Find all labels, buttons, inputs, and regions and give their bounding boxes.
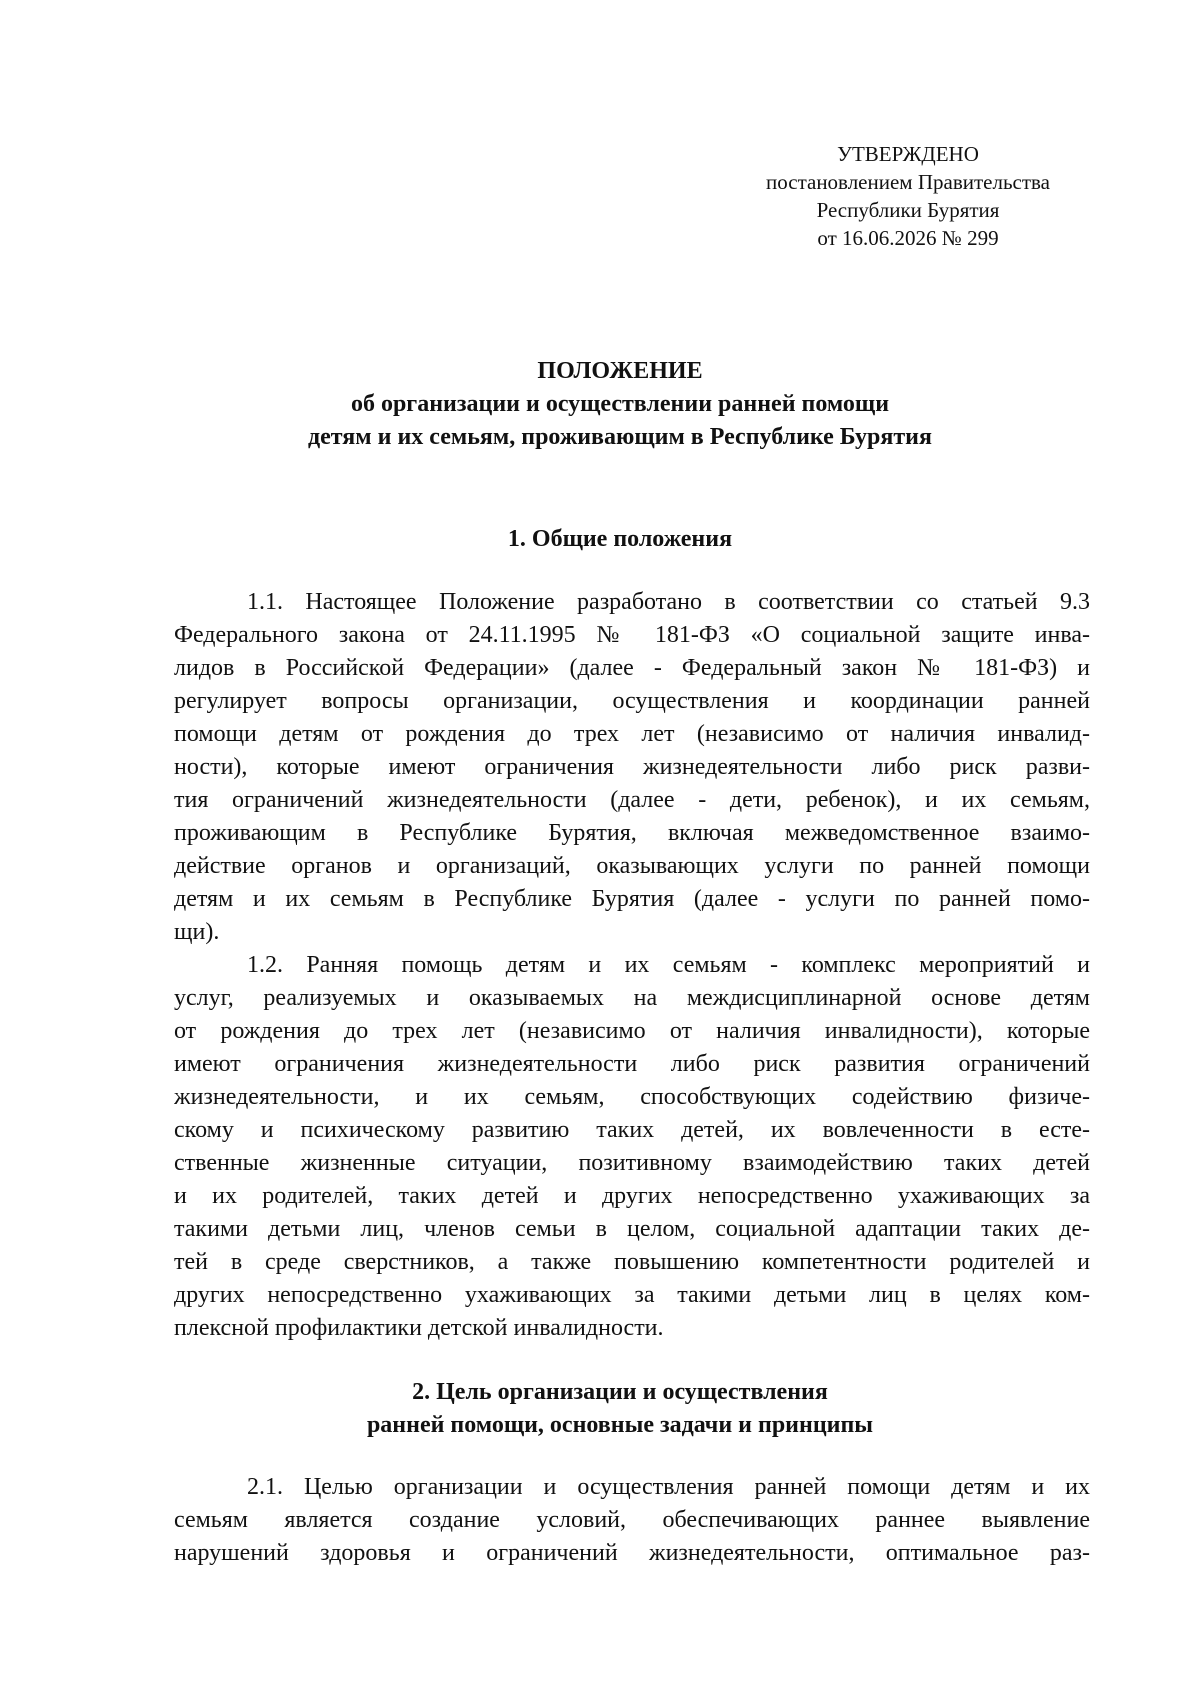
paragraph-2-1 (174, 1471, 1090, 1570)
text-line: других непосредственно ухаживающих за такими детьми лиц в целях ком- (174, 1282, 1090, 1308)
text-line: семьям является создание условий, обеспечивающих раннее выявление (174, 1507, 1090, 1533)
text-line: 1.2. Ранняя помощь детям и их семьям - комплекс мероприятий и (247, 952, 1090, 978)
text-line: действие органов и организаций, оказывающих услуги по ранней помощи (174, 853, 1090, 879)
text-line: проживающим в Республике Бурятия, включая межведомственное взаимо- (174, 820, 1090, 846)
text-line: жизнедеятельности, и их семьям, способствующих содействию физиче- (174, 1084, 1090, 1110)
title-sub-line: об организации и осуществлении ранней помощи (350, 391, 890, 417)
text-line: от рождения до трех лет (независимо от наличия инвалидности), которые (174, 1018, 1090, 1044)
text-line: ственные жизненные ситуации, позитивному взаимодействию таких детей (174, 1150, 1090, 1176)
approval-line: постановлением Правительства (765, 170, 1050, 194)
title-main: ПОЛОЖЕНИЕ (537, 358, 703, 384)
text-line: ности), которые имеют ограничения жизнедеятельности либо риск разви- (174, 754, 1090, 780)
heading-line: 2. Цель организации и осуществления (412, 1379, 828, 1405)
section-2-heading (120, 1376, 1120, 1442)
approval-stamp (738, 140, 1078, 252)
title-sub-line: детям и их семьям, проживающим в Республике Бурятия (308, 424, 932, 450)
approval-line: УТВЕРЖДЕНО (837, 142, 979, 166)
text-line: лидов в Российской Федерации» (далее - Федеральный закон № 181-ФЗ) и (174, 655, 1090, 681)
paragraph-1-2 (174, 949, 1090, 1345)
document-title (120, 355, 1120, 454)
paragraph-1-1 (174, 586, 1090, 949)
section-1-heading: 1. Общие положения (507, 526, 733, 552)
text-line: плексной профилактики детской инвалидности. (174, 1315, 664, 1341)
approval-line: Республики Бурятия (816, 198, 1000, 222)
text-line: щи). (174, 919, 220, 945)
text-line: регулирует вопросы организации, осуществления и координации ранней (174, 688, 1090, 714)
text-line: 2.1. Целью организации и осуществления ранней помощи детям и их (247, 1474, 1090, 1500)
text-line: и их родителей, таких детей и других непосредственно ухаживающих за (174, 1183, 1090, 1209)
approval-line: от 16.06.2026 № 299 (817, 226, 999, 250)
text-line: услуг, реализуемых и оказываемых на междисциплинарной основе детям (174, 985, 1090, 1011)
text-line: тей в среде сверстников, а также повышению компетентности родителей и (174, 1249, 1090, 1275)
text-line: Федерального закона от 24.11.1995 № 181-ФЗ «О социальной защите инва- (174, 622, 1090, 648)
text-line: помощи детям от рождения до трех лет (независимо от наличия инвалид- (174, 721, 1090, 747)
text-line: нарушений здоровья и ограничений жизнедеятельности, оптимальное раз- (174, 1540, 1090, 1566)
text-line: тия ограничений жизнедеятельности (далее - дети, ребенок), и их семьям, (174, 787, 1090, 813)
text-line: такими детьми лиц, членов семьи в целом, социальной адаптации таких де- (174, 1216, 1090, 1242)
text-line: скому и психическому развитию таких детей, их вовлеченности в есте- (174, 1117, 1090, 1143)
text-line: имеют ограничения жизнедеятельности либо риск развития ограничений (174, 1051, 1090, 1077)
text-line: 1.1. Настоящее Положение разработано в соответствии со статьей 9.3 (247, 589, 1090, 615)
text-line: детям и их семьям в Республике Бурятия (далее - услуги по ранней помо- (174, 886, 1090, 912)
heading-line: ранней помощи, основные задачи и принципы (366, 1412, 874, 1438)
